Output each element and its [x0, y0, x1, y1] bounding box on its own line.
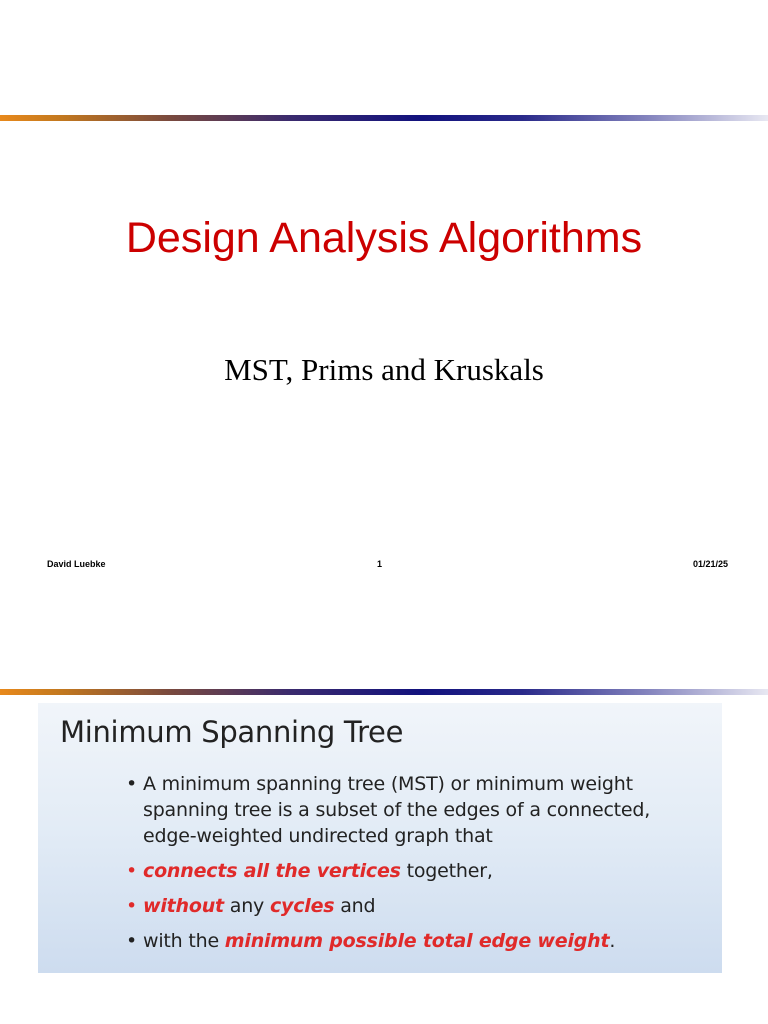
bullet-cycles-emphasis: cycles: [269, 895, 335, 917]
bullet-without-cycles: [126, 893, 706, 919]
slide-subtitle: MST, Prims and Kruskals: [224, 352, 544, 387]
middle-gradient-rule: [0, 689, 768, 695]
bullet-minimum-emphasis: minimum possible total edge weight: [224, 930, 610, 952]
bullet-connects-rest: together,: [400, 860, 493, 882]
bullet-connects: [126, 858, 706, 884]
footer-author: David Luebke: [47, 559, 106, 569]
bullet-without-mid: any: [223, 895, 270, 917]
bullet-minimum-rest: .: [609, 930, 616, 952]
top-gradient-rule: [0, 115, 768, 121]
bullet-without-emphasis: without: [143, 895, 224, 917]
bullet-definition: [126, 771, 706, 849]
bullet-minimum-before: with the: [143, 930, 225, 952]
footer-page-number: 1: [377, 559, 383, 569]
bullet-connects-emphasis: connects all the vertices: [143, 860, 401, 882]
footer-date: 01/21/25: [693, 559, 729, 569]
mst-bullet-list: [126, 771, 706, 963]
bullet-minimum-weight: [126, 928, 706, 954]
bullet-definition-text: A minimum spanning tree (MST) or minimum weight spanning tree is a subset of the edges of a connected, edge-weighted undirected graph that: [143, 773, 651, 847]
bullet-without-rest: and: [334, 895, 376, 917]
mst-slide-title: Minimum Spanning Tree: [60, 715, 404, 749]
slide-title: Design Analysis Algorithms: [125, 214, 643, 262]
mst-slide-image: [38, 703, 722, 973]
